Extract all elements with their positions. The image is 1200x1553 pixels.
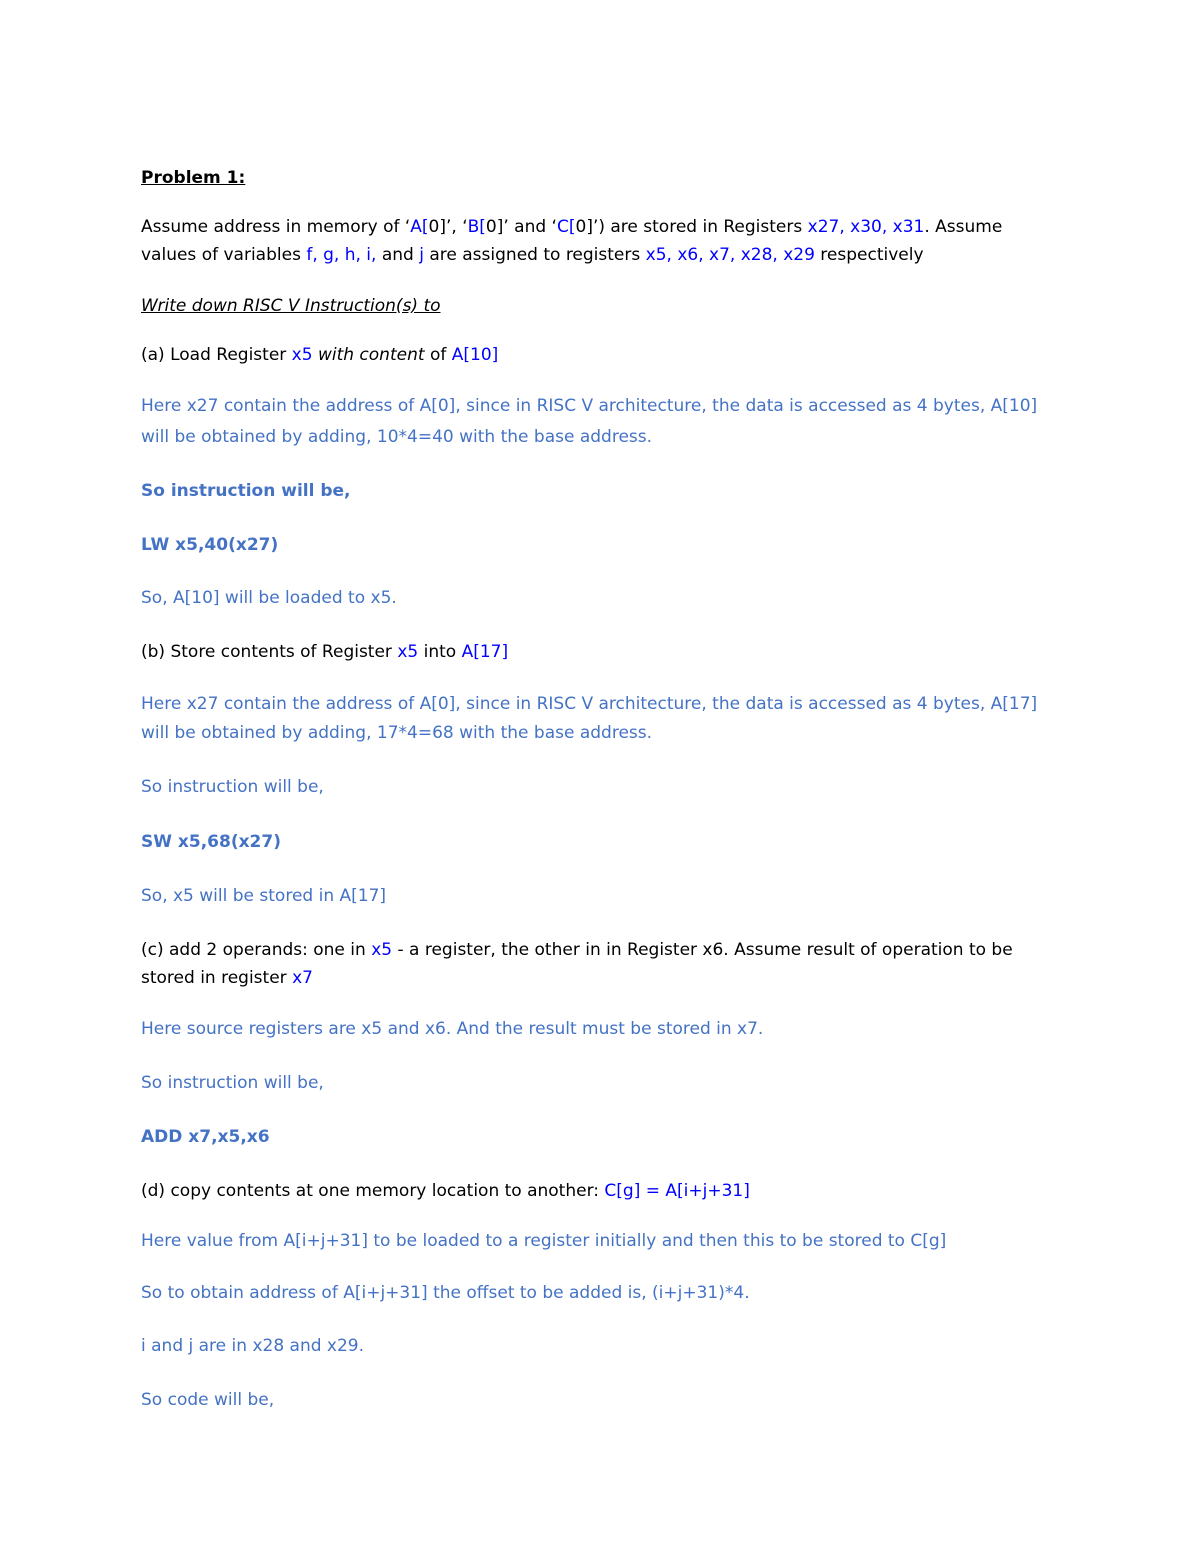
part-a-question bbox=[141, 344, 498, 366]
register-x5: x5 bbox=[397, 642, 419, 662]
part-b-result: So, x5 will be stored in A[17] bbox=[141, 886, 387, 906]
array-a-index: 0 bbox=[428, 217, 440, 237]
part-b-explain-2: will be obtained by adding, 17*4=68 with the base address. bbox=[141, 723, 653, 743]
register-x5: x5 bbox=[371, 940, 393, 960]
part-c-text: stored in register bbox=[141, 968, 293, 988]
part-c-explain: Here source registers are x5 and x6. And the result must be stored in x7. bbox=[141, 1019, 764, 1039]
intro-text: Assume address in memory of ‘ bbox=[141, 217, 411, 237]
intro-text: ]’) are stored in Registers bbox=[586, 217, 808, 237]
intro-text: respectively bbox=[814, 245, 924, 265]
array-a-ref: A[ bbox=[410, 217, 429, 237]
array-index: 10 bbox=[470, 345, 492, 365]
register-x7: x7 bbox=[292, 968, 313, 988]
part-c-text: - a register, the other in in Register x6. Assume result of operation to be bbox=[392, 940, 1013, 960]
part-d-question bbox=[141, 1180, 750, 1202]
array-a-ref: A[ bbox=[451, 345, 470, 365]
array-c-ref: C[ bbox=[556, 217, 576, 237]
part-c-code: ADD x7,x5,x6 bbox=[141, 1127, 270, 1147]
part-b-text: (b) Store contents of Register bbox=[141, 642, 398, 662]
intro-text: and bbox=[376, 245, 420, 265]
part-a-result: So, A[10] will be loaded to x5. bbox=[141, 588, 397, 608]
part-a-text: of bbox=[429, 345, 452, 365]
part-c-so-instruction: So instruction will be, bbox=[141, 1073, 324, 1093]
part-a-text: (a) Load Register bbox=[141, 345, 292, 365]
part-a-text: with content bbox=[312, 345, 430, 365]
array-c-index: 0 bbox=[575, 217, 587, 237]
intro-text: values of variables bbox=[141, 245, 307, 265]
part-d-text: (d) copy contents at one memory location to another: bbox=[141, 1181, 605, 1201]
copy-expression: C[g] = A[i+j+31] bbox=[604, 1181, 750, 1201]
array-index: 17 bbox=[479, 642, 502, 662]
register-x5: x5 bbox=[291, 345, 313, 365]
part-d-explain: Here value from A[i+j+31] to be loaded to a register initially and then this to be stored to C[g] bbox=[141, 1231, 947, 1251]
part-a-so-instruction: So instruction will be, bbox=[141, 481, 351, 501]
part-a-code: LW x5,40(x27) bbox=[141, 535, 279, 555]
array-b-index: 0 bbox=[485, 217, 497, 237]
intro-text: are assigned to registers bbox=[423, 245, 646, 265]
part-b-question bbox=[141, 641, 508, 663]
intro-text: ]’, ‘ bbox=[439, 217, 468, 237]
part-c-question-1 bbox=[141, 939, 1013, 961]
problem-title: Problem 1: bbox=[141, 168, 246, 188]
part-a-explain-2: will be obtained by adding, 10*4=40 with the base address. bbox=[141, 427, 653, 447]
part-d-registers: i and j are in x28 and x29. bbox=[141, 1336, 365, 1356]
array-bracket: ] bbox=[501, 642, 509, 662]
variable-registers: x5, x6, x7, x28, x29 bbox=[645, 245, 815, 265]
intro-text: . Assume bbox=[924, 217, 1003, 237]
array-bracket: ] bbox=[491, 345, 499, 365]
array-b-ref: B[ bbox=[467, 217, 486, 237]
part-c-text: (c) add 2 operands: one in bbox=[141, 940, 372, 960]
part-b-so-instruction: So instruction will be, bbox=[141, 777, 324, 797]
intro-line-1 bbox=[141, 216, 1002, 238]
instruction-heading: Write down RISC V Instruction(s) to bbox=[141, 296, 441, 316]
intro-line-2 bbox=[141, 244, 924, 266]
part-a-explain-1: Here x27 contain the address of A[0], since in RISC V architecture, the data is accessed as 4 bytes, A[10] bbox=[141, 396, 1038, 416]
part-d-so-code: So code will be, bbox=[141, 1390, 275, 1410]
intro-text: ]’ and ‘ bbox=[496, 217, 557, 237]
array-a-ref: A[ bbox=[461, 642, 480, 662]
variable-names: f, g, h, i, bbox=[306, 245, 377, 265]
part-b-code: SW x5,68(x27) bbox=[141, 832, 281, 852]
part-d-offset: So to obtain address of A[i+j+31] the offset to be added is, (i+j+31)*4. bbox=[141, 1283, 750, 1303]
part-b-text: into bbox=[418, 642, 462, 662]
variable-j: j bbox=[419, 245, 424, 265]
base-registers: x27, x30, x31 bbox=[807, 217, 925, 237]
part-c-question-2 bbox=[141, 967, 313, 989]
part-b-explain-1: Here x27 contain the address of A[0], since in RISC V architecture, the data is accessed as 4 bytes, A[17] bbox=[141, 694, 1038, 714]
